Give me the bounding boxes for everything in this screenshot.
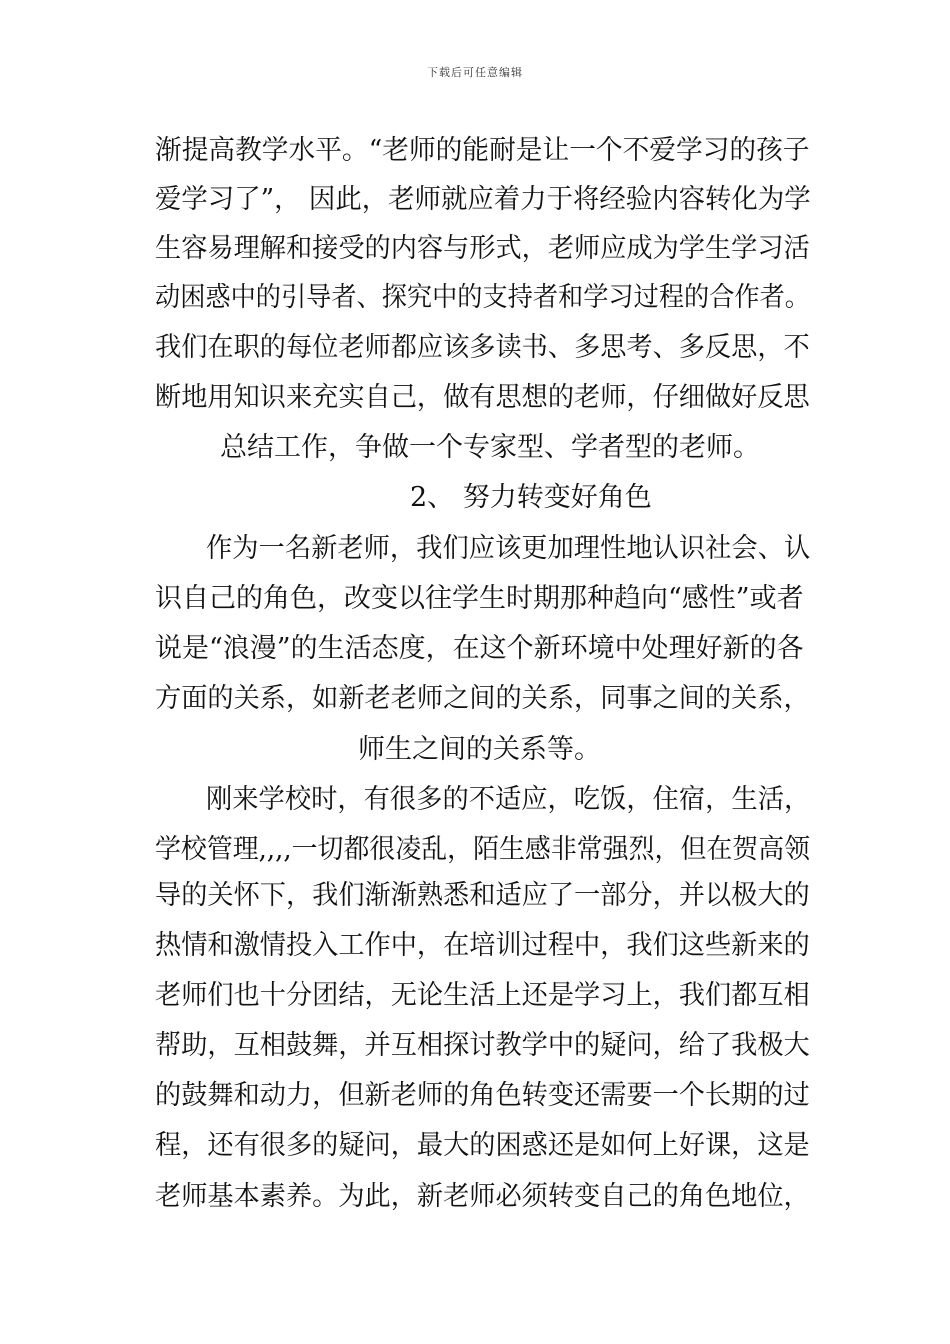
text-line-15: 学校管理,,,,一切都很凌乱，陌生感非常强烈，但在贺高领 — [155, 834, 811, 865]
text-line-14: 刚来学校时，有很多的不适应，吃饭，住宿，生活， — [206, 784, 811, 815]
text-line-5: 我们在职的每位老师都应该多读书、多思考、多反思，不 — [155, 332, 810, 363]
text-line-16: 导的关怀下，我们渐渐熟悉和适应了一部分，并以极大的 — [155, 880, 810, 911]
text-line-18: 老师们也十分团结，无论生活上还是学习上，我们都互相 — [155, 980, 810, 1011]
text-line-22: 老师基本素养。为此，新老师必须转变自己的角色地位， — [155, 1181, 810, 1212]
text-line-17: 热情和激情投入工作中，在培训过程中，我们这些新来的 — [155, 930, 810, 961]
text-line-13: 师生之间的关系等。 — [358, 734, 601, 765]
text-line-10: 识自己的角色，改变以往学生时期那种趋向“感性”或者 — [155, 583, 804, 614]
text-line-19: 帮助，互相鼓舞，并互相探讨教学中的疑问，给了我极大 — [155, 1030, 810, 1061]
text-line-6: 断地用知识来充实自己，做有思想的老师，仔细做好反思 — [155, 382, 810, 413]
text-line-7: 总结工作，争做一个专家型、学者型的老师。 — [220, 432, 760, 463]
text-line-4: 动困惑中的引导者、探究中的支持者和学习过程的合作者。 — [155, 282, 810, 313]
text-line-20: 的鼓舞和动力，但新老师的角色转变还需要一个长期的过 — [155, 1080, 810, 1111]
text-line-3: 生容易理解和接受的内容与形式，老师应成为学生学习活 — [155, 233, 810, 264]
text-line-2: 爱学习了”， 因此，老师就应着力于将经验内容转化为学 — [155, 184, 811, 215]
text-line-11: 说是“浪漫”的生活态度，在这个新环境中处理好新的各 — [155, 633, 804, 664]
text-line-21: 程，还有很多的疑问，最大的困惑还是如何上好课，这是 — [155, 1130, 810, 1161]
section-heading: 2、 努力转变好角色 — [410, 482, 652, 513]
page-header: 下载后可任意编辑 — [427, 66, 523, 79]
text-line-9: 作为一名新老师，我们应该更加理性地认识社会、认 — [206, 533, 811, 564]
text-line-1: 渐提高教学水平。“老师的能耐是让一个不爱学习的孩子 — [155, 135, 810, 166]
text-line-12: 方面的关系，如新老老师之间的关系，同事之间的关系， — [155, 683, 810, 714]
